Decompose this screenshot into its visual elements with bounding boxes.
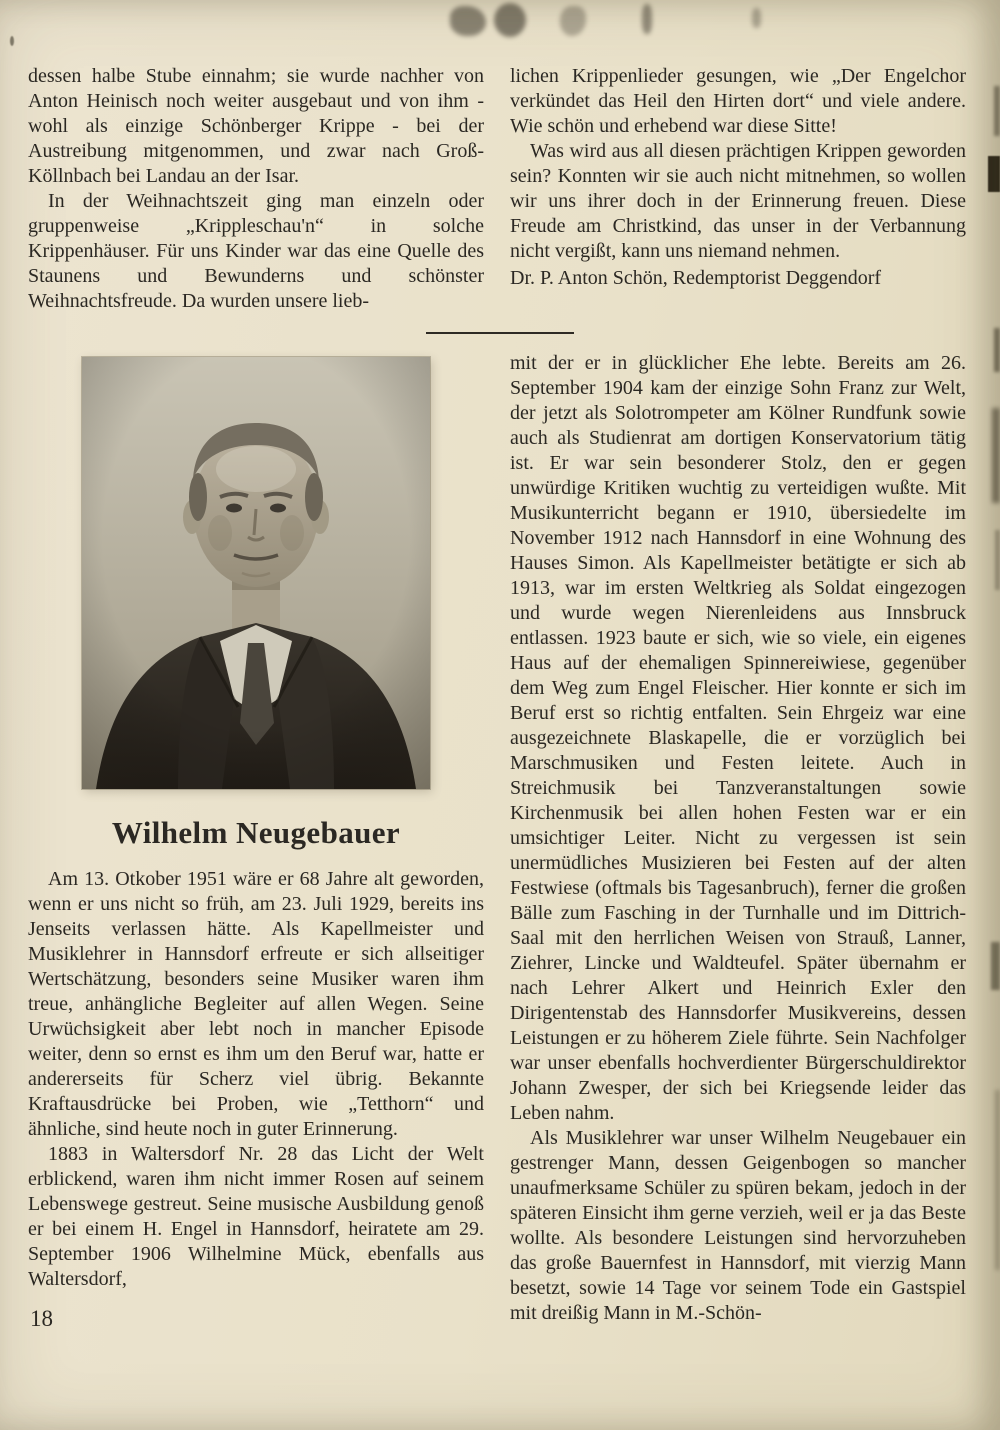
article-right-column bbox=[510, 351, 966, 1326]
top-left-column bbox=[28, 64, 484, 314]
paragraph: dessen halbe Stube einnahm; sie wurde nachher von Anton Heinisch noch weiter ausgebaut und von ihm - wohl als einzige Schönberger Krippe - bei der Austreibung mitgenommen, und zwar nach Groß-Köllnbach bei Landau an der Isar. bbox=[28, 65, 484, 187]
paragraph: 1883 in Waltersdorf Nr. 28 das Licht der Welt erblickend, waren ihm nicht immer Rosen auf seinem Lebenswege gestreut. Seine musische Ausbildung genoß er bei einem H. Engel in Hannsdorf, heiratete am 29. September 1906 Wilhelmine Mück, ebenfalls aus Waltersdorf, bbox=[28, 1143, 484, 1291]
scan-artifact bbox=[988, 156, 1000, 192]
paragraph: Als Musiklehrer war unser Wilhelm Neugebauer ein gestrenger Mann, dessen Geigenbogen so mancher unaufmerksame Schüler zu spüren bekam, jedoch in der späteren Einsicht ihm gerne verzieh, weil er ja das Beste wollte. Als besondere Leistungen sind hervorzuheben das große Bauernfest in Hannsdorf, mit vierzig Mann besetzt, sowie 14 Tage vor seinem Tode ein Gastspiel mit dreißig Mann in M.-Schön- bbox=[510, 1127, 966, 1324]
paragraph: In der Weihnachtszeit ging man einzeln oder gruppenweise „Krippleschau'n“ in solche Krippenhäuser. Für uns Kinder war das eine Quelle des Staunens und Bewunderns und schönster Weihnachtsfreude. Da wurden unsere lieb- bbox=[28, 190, 484, 312]
paragraph: Was wird aus all diesen prächtigen Krippen geworden sein? Konnten wir sie auch nicht mitnehmen, so wollen wir uns ihrer doch in der Erinnerung freuen. Diese Freude am Christkind, das unser in der Verbannung nicht vergißt, kann uns niemand nehmen. bbox=[510, 140, 966, 262]
paragraph: Am 13. Otkober 1951 wäre er 68 Jahre alt geworden, wenn er uns nicht so früh, am 23. Juli 1929, bereits ins Jenseits verlassen hätte. Als Kapellmeister und Musiklehrer in Hannsdorf erfreute er sich allseitiger Wertschätzung, besonders seine Musiker waren ihm treue, anhängliche Begleiter auf allen Wegen. Seine Urwüchsigkeit aber lebt noch in mancher Episode weiter, denn so ernst es ihm um den Beruf war, hatte er andererseits für Scherz viel übrig. Bekannte Kraftausdrücke bei Proben, wie „Tetthorn“ und ähnliche, sind heute noch in guter Erinnerung. bbox=[28, 868, 484, 1141]
article-byline: Dr. P. Anton Schön, Redemptorist Deggendorf bbox=[510, 267, 882, 289]
top-section bbox=[0, 64, 1000, 314]
portrait-photo bbox=[82, 357, 430, 789]
scan-artifact bbox=[991, 942, 1000, 990]
scan-artifact bbox=[995, 530, 1000, 590]
scan-artifact bbox=[994, 328, 1000, 372]
article-left-column bbox=[28, 351, 484, 1292]
paragraph: lichen Krippenlieder gesungen, wie „Der Engelchor verkündet das Heil den Hirten dort“ und viele andere. Wie schön und erhebend war diese Sitte! bbox=[510, 65, 966, 137]
scan-artifact bbox=[994, 86, 1000, 136]
top-right-column bbox=[510, 64, 966, 291]
portrait-illustration bbox=[82, 357, 430, 789]
scan-artifact bbox=[992, 408, 1000, 503]
page-number: 18 bbox=[30, 1306, 53, 1331]
article-section bbox=[0, 351, 1000, 1326]
article-title: Wilhelm Neugebauer bbox=[111, 815, 401, 850]
paragraph: mit der er in glücklicher Ehe lebte. Bereits am 26. September 1904 kam der einzige Sohn Franz zur Welt, der jetzt als Solotrompeter am Kölner Rundfunk sowie auch als Studienrat am dortigen Konservatorium tätig ist. Er war sein besonderer Stolz, den er gegen unwürdige Kritiken wuchtig zu verteidigen wußte. Mit Musikunterricht begann er 1910, übersiedelte im November 1912 nach Hannsdorf in eine Wohnung des Hauses Simon. Als Kapellmeister betätigte er sich ab 1913, war im ersten Weltkrieg als Soldat eingezogen und wurde wegen Nierenleidens aus Innsbruck entlassen. 1923 baute er sich, wie so viele, ein eigenes Haus auf der ehemaligen Spinnereiwiese, gegenüber dem Weg zum Engel Fleischer. Hier konnte er sich im Beruf erst so richtig entfalten. Sein Ehrgeiz war eine ausgezeichnete Blaskapelle, die er vorzüglich bei Marschmusiken und Festen leitete. Auch in Streichmusik bei Tanzveranstaltungen sowie Kirchenmusik bei allen hohen Festen war er ein umsichtiger Leiter. Nicht zu vergessen ist sein unermüdliches Musizieren bei Festen auf der alten Festwiese (oftmals bis Tagesanbruch), ferner die großen Bälle zum Fasching in der Turnhalle und im Dittrich-Saal mit den herrlichen Weisen von Strauß, Lanner, Ziehrer, Lincke und Waldteufel. Später übernahm er nach Lehrer Alkert und Heinrich Exler den Dirigentenstab des Hannsdorfer Musikvereins, dessen Leistungen er zu höherem Ziele führte. Sein Nachfolger war unser ebenfalls hochverdienter Bürgerschuldirektor Johann Zwesper, der sich bei Kriegsende leider das Leben nahm. bbox=[510, 352, 966, 1124]
section-divider bbox=[426, 332, 574, 334]
scan-artifact bbox=[995, 1090, 1000, 1270]
